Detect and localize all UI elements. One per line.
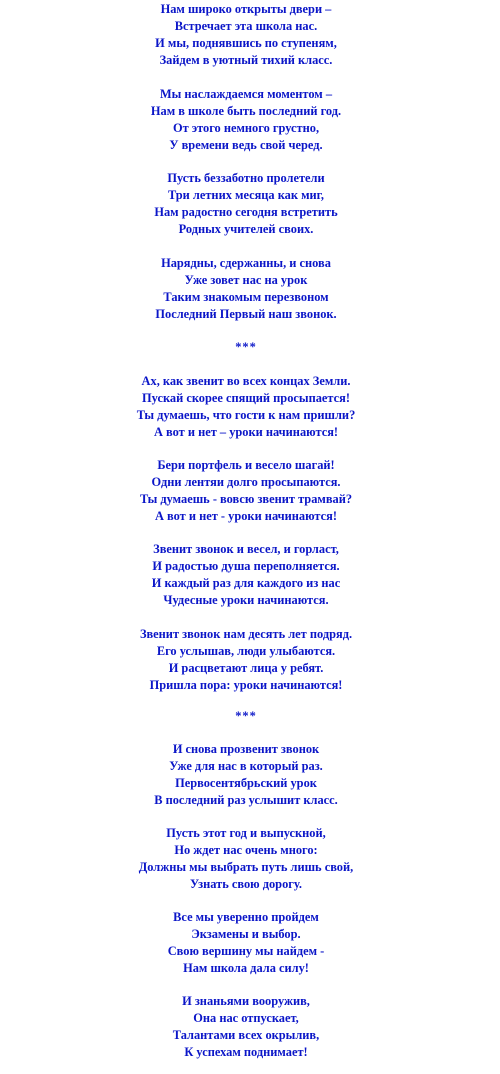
poem-line: Нам в школе быть последний год. <box>150 104 342 118</box>
poem-line: Пускай скорее спящий просыпается! <box>142 391 350 405</box>
poem-line: А вот и нет - уроки начинаются! <box>155 509 337 523</box>
poem-line: Нам радостно сегодня встретить <box>154 205 338 219</box>
poem-line: Все мы уверенно пройдем <box>173 910 319 924</box>
poem-line: Бери портфель и весело шагай! <box>157 458 335 472</box>
poem-line: Должны мы выбрать путь лишь свой, <box>138 860 354 874</box>
poem-line: А вот и нет – уроки начинаются! <box>153 425 339 439</box>
poem-line: Ты думаешь, что гости к нам пришли? <box>136 408 356 422</box>
poem-line: Первосентябрьский урок <box>175 776 317 790</box>
poem-line: Мы наслаждаемся моментом – <box>159 87 333 101</box>
poem-line: Нам широко открыты двери – <box>160 2 332 16</box>
poem-line: От этого немного грустно, <box>172 121 320 135</box>
poem-line: И каждый раз для каждого из нас <box>151 576 341 590</box>
poem-line: И расцветают лица у ребят. <box>168 661 324 675</box>
poem-line: Ах, как звенит во всех концах Земли. <box>141 374 351 388</box>
poem-line: В последний раз услышит класс. <box>154 793 338 807</box>
poem-line: Нарядны, сдержанны, и снова <box>161 256 331 270</box>
poem-line: Пусть этот год и выпускной, <box>166 826 326 840</box>
poem-separator: *** <box>235 709 257 723</box>
poem-line: Родных учителей своих. <box>178 222 314 236</box>
poem-line: Пусть беззаботно пролетели <box>167 171 325 185</box>
poem-line: Чудесные уроки начинаются. <box>163 593 329 607</box>
poem-line: Уже зовет нас на урок <box>184 273 308 287</box>
poem-line: Звенит звонок и весел, и горласт, <box>153 542 339 556</box>
poem-line: И радостью душа переполняется. <box>152 559 340 573</box>
poem-line: Зайдем в уютный тихий класс. <box>159 53 333 67</box>
poem-line: И мы, поднявшись по ступеням, <box>155 36 337 50</box>
poem-line: Узнать свою дорогу. <box>190 877 302 891</box>
poem-line: У времени ведь свой черед. <box>169 138 323 152</box>
poem-line: Пришла пора: уроки начинаются! <box>149 678 343 692</box>
poem-line: Уже для нас в который раз. <box>169 759 323 773</box>
poem-line: Экзамены и выбор. <box>191 927 301 941</box>
poem-line: Но ждет нас очень много: <box>174 843 318 857</box>
poem-line: Его услышав, люди улыбаются. <box>156 644 336 658</box>
poem-separator: *** <box>235 340 257 354</box>
poem-line: Встречает эта школа нас. <box>174 19 318 33</box>
poem-line: Нам школа дала силу! <box>183 961 309 975</box>
poem-line: Звенит звонок нам десять лет подряд. <box>139 627 353 641</box>
poem-line: Она нас отпускает, <box>193 1011 299 1025</box>
poem-line: Талантами всех окрылив, <box>172 1028 320 1042</box>
poem-line: Одни лентяи долго просыпаются. <box>151 475 341 489</box>
poem-line: К успехам поднимает! <box>184 1045 308 1059</box>
poem-line: Три летних месяца как миг, <box>167 188 325 202</box>
poem-line: Таким знакомым перезвоном <box>163 290 329 304</box>
poem-line: Свою вершину мы найдем - <box>167 944 325 958</box>
poem-line: И снова прозвенит звонок <box>172 742 320 756</box>
poem-line: И знаньями вооружив, <box>182 994 310 1008</box>
poem-line: Последний Первый наш звонок. <box>155 307 337 321</box>
poem-line: Ты думаешь - вовсю звенит трамвай? <box>139 492 353 506</box>
